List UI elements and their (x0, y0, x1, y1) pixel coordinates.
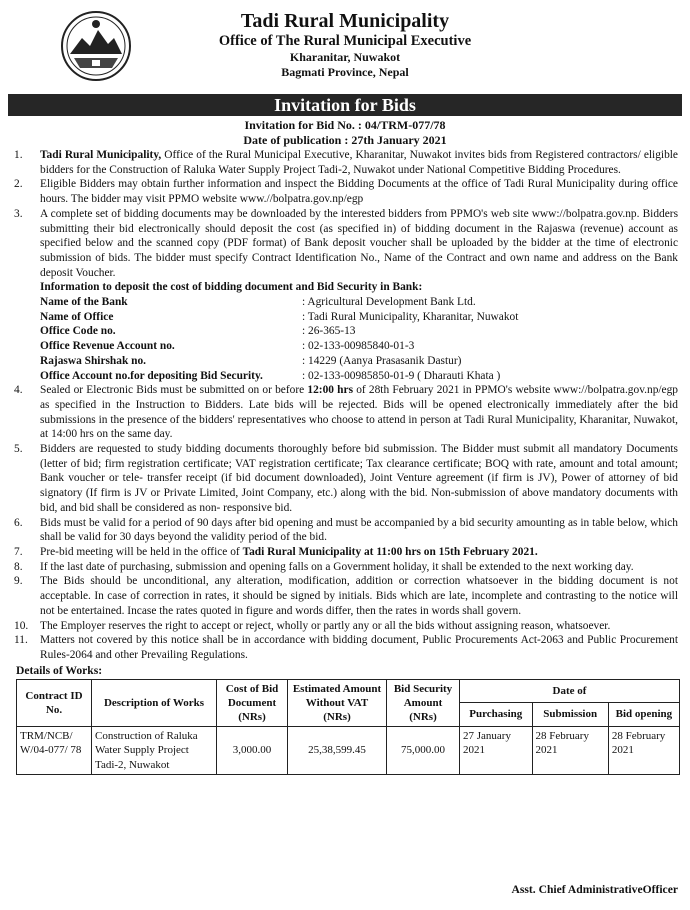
works-table (16, 679, 680, 776)
header (0, 0, 690, 94)
table-header: Description of Works (92, 679, 217, 726)
list-item: 2. Eligible Bidders may obtain further information and inspect the Bidding Documents at the office of Tadi Rural Municipality during office hours. The bidder may visit PPMO website www.//bolpatra.gov.np/egp (14, 178, 678, 206)
list-item: 4. Sealed or Electronic Bids must be submitted on or before 12:00 hrs of 28th February 2021 in PPMO's website www://bolpatra.gov.np/egp as specified in the Instruction to Bidders. Late bids will be rejected. Bids will be opened electronically immediately after the bid submissions in the presence of the bidders' representatives who choose to attend in person at Tadi Rural Municipality, Kharanitar, Nuwakot, at 14:00 hrs on the same day. (14, 384, 678, 441)
bank-info-heading: Information to deposit the cost of bidding document and Bid Security in Bank: (40, 281, 423, 294)
table-cell: 28 February 2021 (532, 726, 608, 775)
table-cell: Construction of Raluka Water Supply Project Tadi-2, Nuwakot (92, 726, 217, 775)
list-item: 10. The Employer reserves the right to accept or reject, wholly or partly any or all the bids without assigning reason, whatsoever. (14, 619, 611, 632)
bank-row: Name of the Bank : Agricultural Development Bank Ltd. (40, 296, 476, 309)
table-cell: 27 January 2021 (460, 726, 533, 775)
bank-row: Office Code no. : 26-365-13 (40, 325, 356, 338)
municipality-emblem-icon (60, 10, 132, 82)
table-header: Purchasing (460, 703, 533, 727)
bank-info (12, 280, 678, 383)
bank-row: Name of Office : Tadi Rural Municipality, Kharanitar, Nuwakot (40, 310, 519, 323)
table-cell: 28 February 2021 (608, 726, 679, 775)
table-cell: 25,38,599.45 (288, 726, 387, 775)
office-name: Office of The Rural Municipal Executive (218, 33, 472, 49)
list-item: 9. The Bids should be unconditional, any alteration, modification, addition or correction whatsoever in the bidding document is not acceptable. In case of correction in rates, it should be signed by initials. Bids which are late, incomplete and contrasting to the notice will not be entertained. Incase the rates quoted in figure and words differ, then the rates in words shall govern. (14, 575, 678, 617)
table-header: Contract ID No. (17, 679, 92, 726)
invitation-banner: Invitation for Bids (8, 94, 682, 116)
bid-number: Invitation for Bid No. : 04/TRM-077/78 (244, 118, 446, 132)
address-line-2: Bagmati Province, Nepal (281, 65, 409, 79)
bank-row: Office Revenue Account no. : 02-133-00985840-01-3 (40, 340, 415, 353)
municipality-name: Tadi Rural Municipality (240, 10, 450, 32)
table-cell: 3,000.00 (217, 726, 288, 775)
list-item: 8. If the last date of purchasing, submission and opening falls on a Government holiday, it shall be extended to the next working day. (14, 560, 634, 573)
list-item: 1. Tadi Rural Municipality, Office of the Rural Municipal Executive, Kharanitar, Nuwakot invites bids from Registered contractors/ eligible bidders for the Construction of Raluka Water Supply Project Tadi-2, Nuwakot under National Competitive Bidding Procedures. (14, 149, 678, 176)
publication-date: Date of publication : 27th January 2021 (243, 133, 447, 147)
list-item: 11. Matters not covered by this notice shall be in accordance with bidding document, Public Procurements Act-2063 and Public Procurement Rules-2064 and other Prevailing Regulations. (14, 634, 678, 661)
table-header: Date of (460, 679, 680, 703)
details-heading: Details of Works: (16, 663, 103, 677)
address-line-1: Kharanitar, Nuwakot (289, 50, 401, 64)
list-item: 7. Pre-bid meeting will be held in the office of Tadi Rural Municipality at 11:00 hrs on 15th February 2021. (14, 545, 538, 558)
table-header: Submission (532, 703, 608, 727)
table-header: Bid opening (608, 703, 679, 727)
table-header: Bid Security Amount (NRs) (387, 679, 460, 726)
notice-body (0, 148, 690, 663)
bank-row: Office Account no.for depositing Bid Security. : 02-133-00985850-01-9 ( Dharauti Khata ) (40, 369, 501, 382)
table-cell: TRM/NCB/ W/04-077/ 78 (17, 726, 92, 775)
table-cell: 75,000.00 (387, 726, 460, 775)
table-header: Cost of Bid Document (NRs) (217, 679, 288, 726)
list-item: 5. Bidders are requested to study bidding documents thoroughly before bid submission. The Bidder must submit all mandatory Documents (letter of bid; firm registration certificate; VAT registration certificate; Tax clearance certificate; BOQ with rate, amount and total amount; Bank voucher or tele- transfer receipt (if bid document downloaded), Joint Venture agreement (if firm is JV), Power of attorney of bid signatory (If firm is JV or Private Limited, Joint Company, etc.) along with the bid. Non-submission of above mandatory documents with bid, and bid shall be considered as non- responsive bid. (14, 443, 678, 514)
list-item: 3. A complete set of bidding documents may be downloaded by the interested bidders from PPMO's web site www://bolpatra.gov.np. Bidders submitting their bid electronically should deposit the cost (as specified in) of bidding document in the Rajaswa (revenue) account as specified below and the scanned copy (PDF format) of Bank deposit voucher shall be uploaded by the bidder at the time of electronic submission of bids. The bidder must specify Contract Identification No., Name of the Contract and own name and address on the Bank deposit Voucher. (14, 207, 678, 279)
list-item: 6. Bids must be valid for a period of 90 days after bid opening and must be accompanied by a bid security amounting as in table below, which shall be valid for 30 days beyond the validity period of the bid. (14, 516, 678, 544)
bank-row: Rajaswa Shirshak no. : 14229 (Aanya Prasasanik Dastur) (40, 354, 462, 367)
table-row (17, 726, 680, 775)
table-header: Estimated Amount Without VAT (NRs) (288, 679, 387, 726)
signature-line: Asst. Chief AdministrativeOfficer (511, 883, 678, 896)
